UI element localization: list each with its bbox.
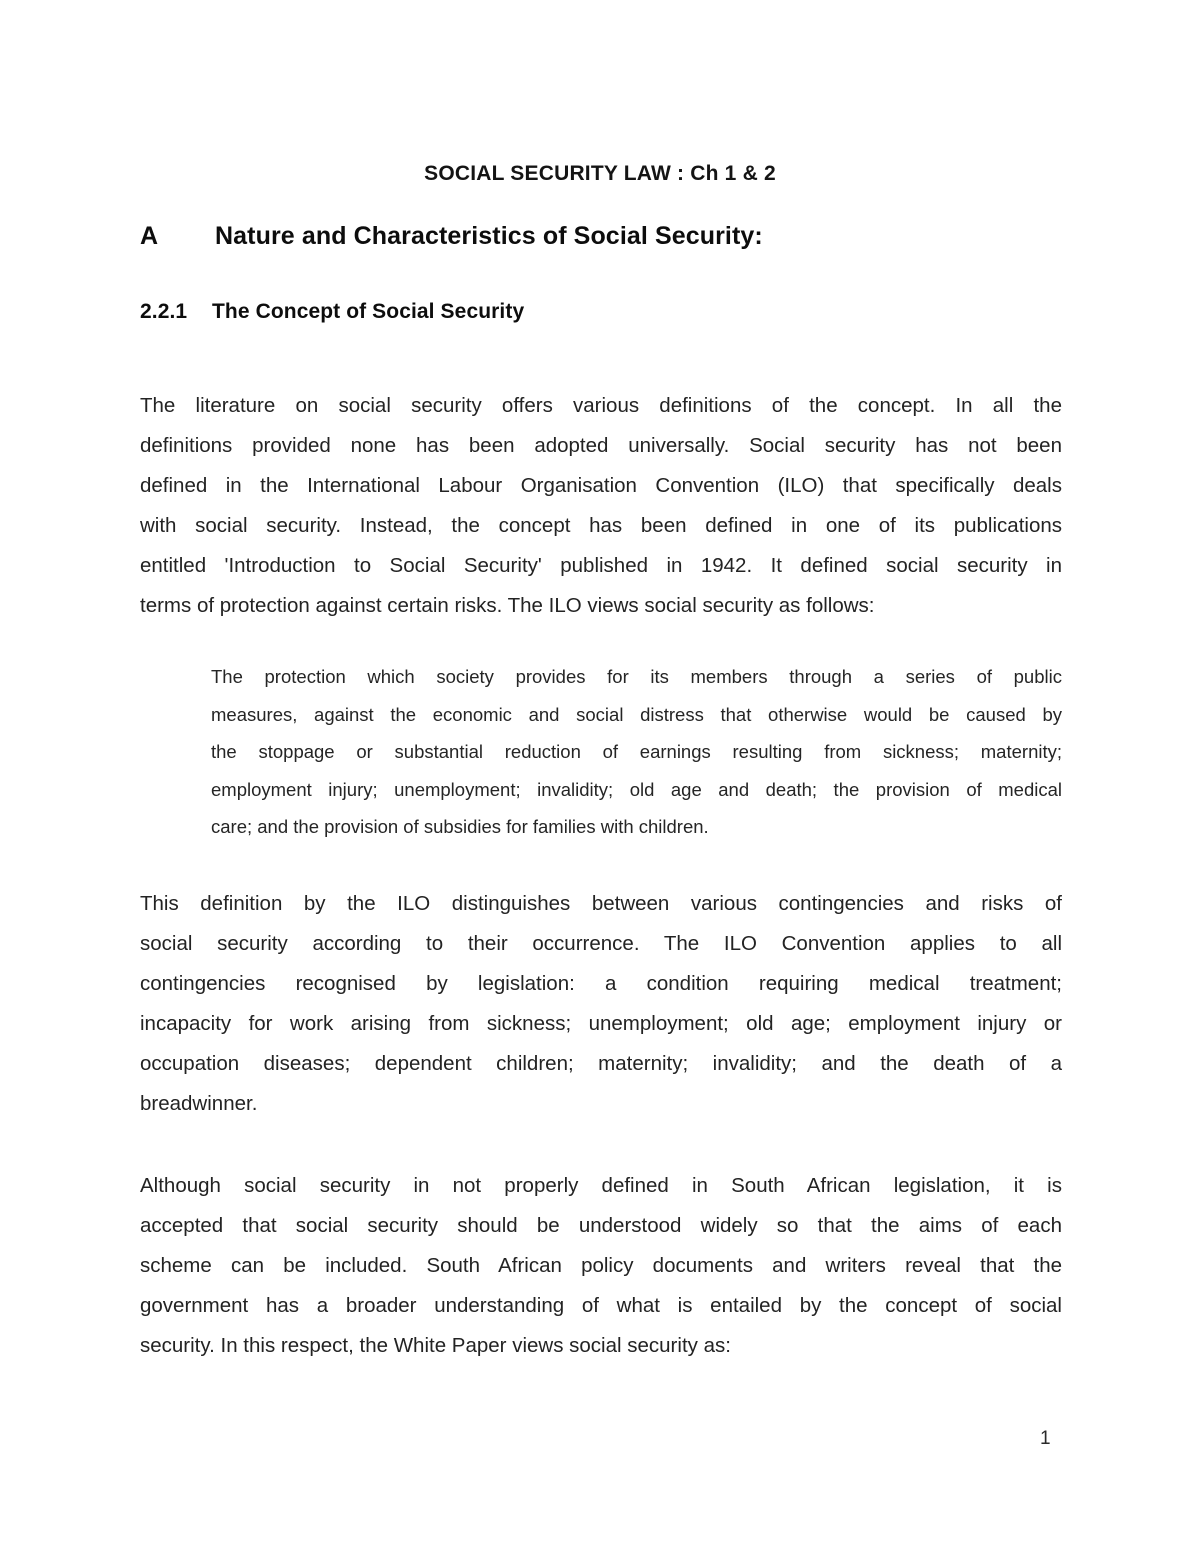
paragraph-line: scheme can be included. South African policy documents and writers reveal that the <box>140 1254 1062 1277</box>
paragraph-line: breadwinner. <box>140 1092 258 1115</box>
blockquote-line: care; and the provision of subsidies for families with children. <box>211 816 709 837</box>
paragraph-line: government has a broader understanding of what is entailed by the concept of social <box>140 1294 1062 1317</box>
paragraph-line: with social security. Instead, the concept has been defined in one of its publications <box>140 514 1062 537</box>
heading-section-a-label: A <box>140 222 159 250</box>
heading-section-a <box>140 222 1060 251</box>
heading-section-a-text: Nature and Characteristics of Social Security: <box>215 222 763 250</box>
paragraph-line: contingencies recognised by legislation: a condition requiring medical treatment; <box>140 972 1062 995</box>
paragraph-line: definitions provided none has been adopted universally. Social security has not been <box>140 434 1062 457</box>
blockquote-line: the stoppage or substantial reduction of earnings resulting from sickness; maternity; <box>211 741 1062 762</box>
blockquote-ilo-definition <box>211 658 1062 846</box>
paragraph-line: The literature on social security offers various definitions of the concept. In all the <box>140 394 1062 417</box>
paragraph-line: This definition by the ILO distinguishes between various contingencies and risks of <box>140 892 1062 915</box>
paragraph-3 <box>140 1166 1062 1366</box>
heading-subsection-221 <box>140 300 1060 324</box>
paragraph-line: incapacity for work arising from sickness; unemployment; old age; employment injury or <box>140 1012 1062 1035</box>
blockquote-line: measures, against the economic and social distress that otherwise would be caused by <box>211 703 1062 725</box>
paragraph-line: accepted that social security should be understood widely so that the aims of each <box>140 1214 1062 1237</box>
document-running-title: SOCIAL SECURITY LAW : Ch 1 & 2 <box>424 162 776 185</box>
paragraph-line: occupation diseases; dependent children; maternity; invalidity; and the death of a <box>140 1052 1062 1075</box>
paragraph-1 <box>140 386 1062 626</box>
paragraph-line: security. In this respect, the White Paper views social security as: <box>140 1334 731 1357</box>
paragraph-line: terms of protection against certain risks. The ILO views social security as follows: <box>140 594 875 617</box>
blockquote-line: employment injury; unemployment; invalidity; old age and death; the provision of medical <box>211 778 1062 800</box>
paragraph-line: defined in the International Labour Organisation Convention (ILO) that specifically deals <box>140 474 1062 497</box>
paragraph-line: social security according to their occurrence. The ILO Convention applies to all <box>140 932 1062 955</box>
heading-subsection-221-text: The Concept of Social Security <box>212 300 525 323</box>
heading-subsection-221-label: 2.2.1 <box>140 300 188 323</box>
paragraph-2 <box>140 884 1062 1124</box>
page-number: 1 <box>1040 1428 1051 1449</box>
blockquote-line: The protection which society provides for its members through a series of public <box>211 666 1062 687</box>
paragraph-line: Although social security in not properly defined in South African legislation, it is <box>140 1174 1062 1197</box>
paragraph-line: entitled 'Introduction to Social Security' published in 1942. It defined social security in <box>140 554 1062 577</box>
